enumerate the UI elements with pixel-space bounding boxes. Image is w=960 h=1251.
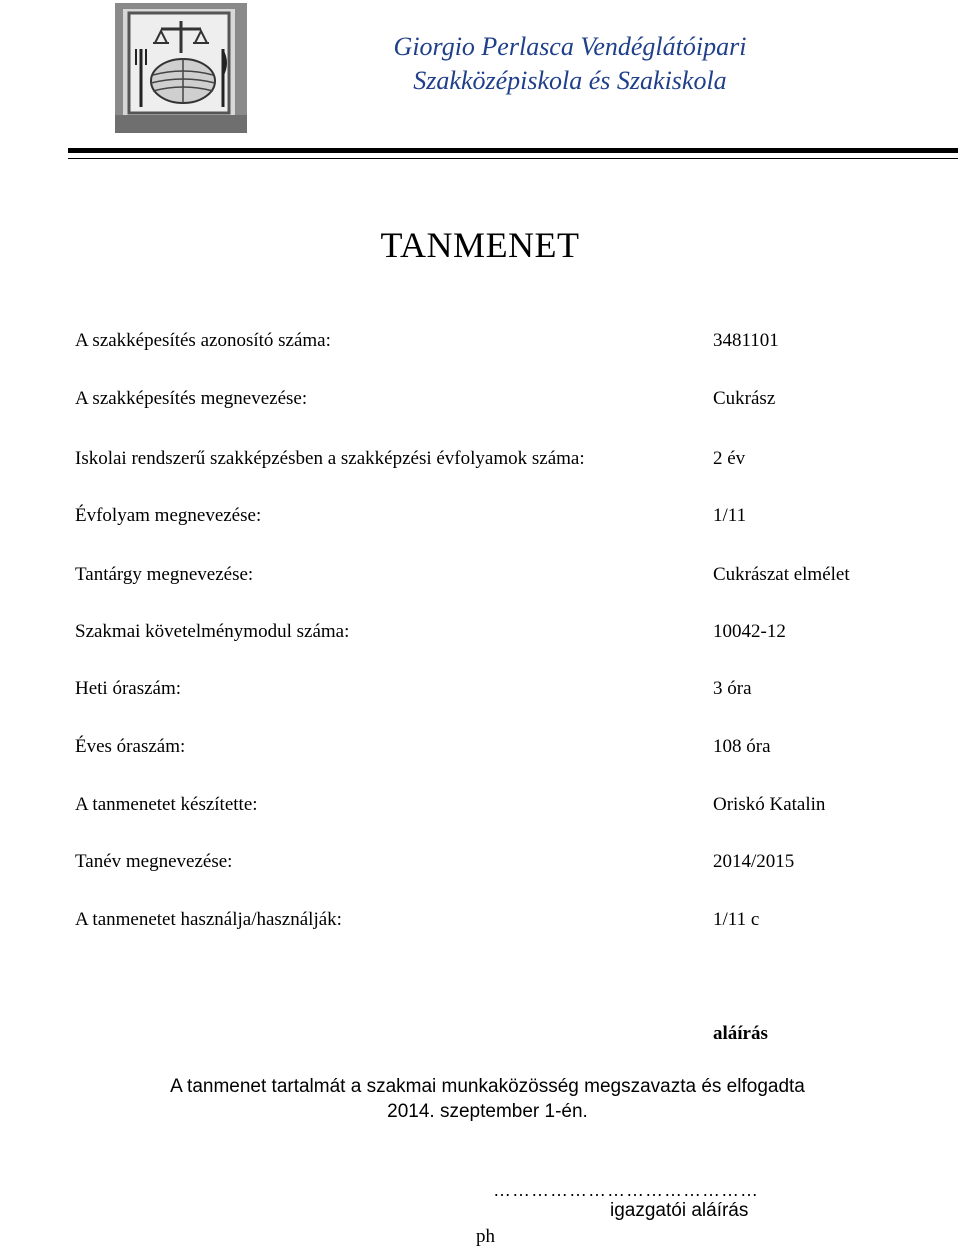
field-value: 1/11 bbox=[713, 505, 747, 526]
field-value: 1/11 c bbox=[713, 909, 760, 930]
field-label: A tanmenetet készítette: bbox=[75, 794, 258, 815]
field-row bbox=[0, 504, 960, 528]
field-value: Cukrászat elmélet bbox=[713, 564, 850, 585]
school-logo bbox=[115, 3, 247, 133]
field-label: Évfolyam megnevezése: bbox=[75, 505, 262, 526]
field-label: A szakképesítés megnevezése: bbox=[75, 388, 308, 409]
author-signature-label: aláírás bbox=[713, 1023, 768, 1044]
field-row bbox=[0, 387, 960, 411]
logo-emblem-icon bbox=[115, 3, 247, 133]
field-label: Iskolai rendszerű szakképzésben a szakképzési évfolyamok száma: bbox=[75, 448, 585, 469]
field-value: Oriskó Katalin bbox=[713, 794, 826, 815]
signature-dotted-line: …………………………………… bbox=[493, 1180, 759, 1200]
school-name-line2: Szakközépiskola és Szakiskola bbox=[413, 66, 727, 95]
field-row bbox=[0, 850, 960, 874]
field-label: Heti óraszám: bbox=[75, 678, 182, 699]
principal-signature-label: igazgatói aláírás bbox=[610, 1200, 749, 1221]
approval-statement bbox=[0, 1074, 960, 1124]
field-label: A szakképesítés azonosító száma: bbox=[75, 330, 331, 351]
field-label: Tanév megnevezése: bbox=[75, 851, 233, 872]
field-row bbox=[0, 677, 960, 701]
field-row bbox=[0, 908, 960, 932]
field-label: Szakmai követelménymodul száma: bbox=[75, 621, 350, 642]
field-label: Tantárgy megnevezése: bbox=[75, 564, 254, 585]
field-row bbox=[0, 620, 960, 644]
field-value: 2 év bbox=[713, 448, 746, 469]
header-rule-thin bbox=[68, 158, 958, 159]
field-value: Cukrász bbox=[713, 388, 776, 409]
field-value: 3 óra bbox=[713, 678, 752, 699]
field-row bbox=[0, 447, 960, 471]
field-value: 108 óra bbox=[713, 736, 771, 757]
field-label: Éves óraszám: bbox=[75, 736, 186, 757]
header-rule-thick bbox=[68, 148, 958, 153]
field-row bbox=[0, 329, 960, 353]
document-title: TANMENET bbox=[380, 225, 580, 265]
field-value: 2014/2015 bbox=[713, 851, 795, 872]
approval-line2: 2014. szeptember 1-én. bbox=[387, 1101, 588, 1122]
stamp-label: ph bbox=[476, 1226, 495, 1247]
school-name-line1: Giorgio Perlasca Vendéglátóipari bbox=[393, 32, 747, 61]
field-row bbox=[0, 563, 960, 587]
field-value: 10042-12 bbox=[713, 621, 786, 642]
field-value: 3481101 bbox=[713, 330, 779, 351]
field-row-qualification-id bbox=[0, 76, 960, 100]
field-row bbox=[0, 793, 960, 817]
field-row bbox=[0, 735, 960, 759]
approval-line1: A tanmenet tartalmát a szakmai munkaközösség megszavazta és elfogadta bbox=[170, 1076, 805, 1097]
field-label: A tanmenetet használja/használják: bbox=[75, 909, 342, 930]
